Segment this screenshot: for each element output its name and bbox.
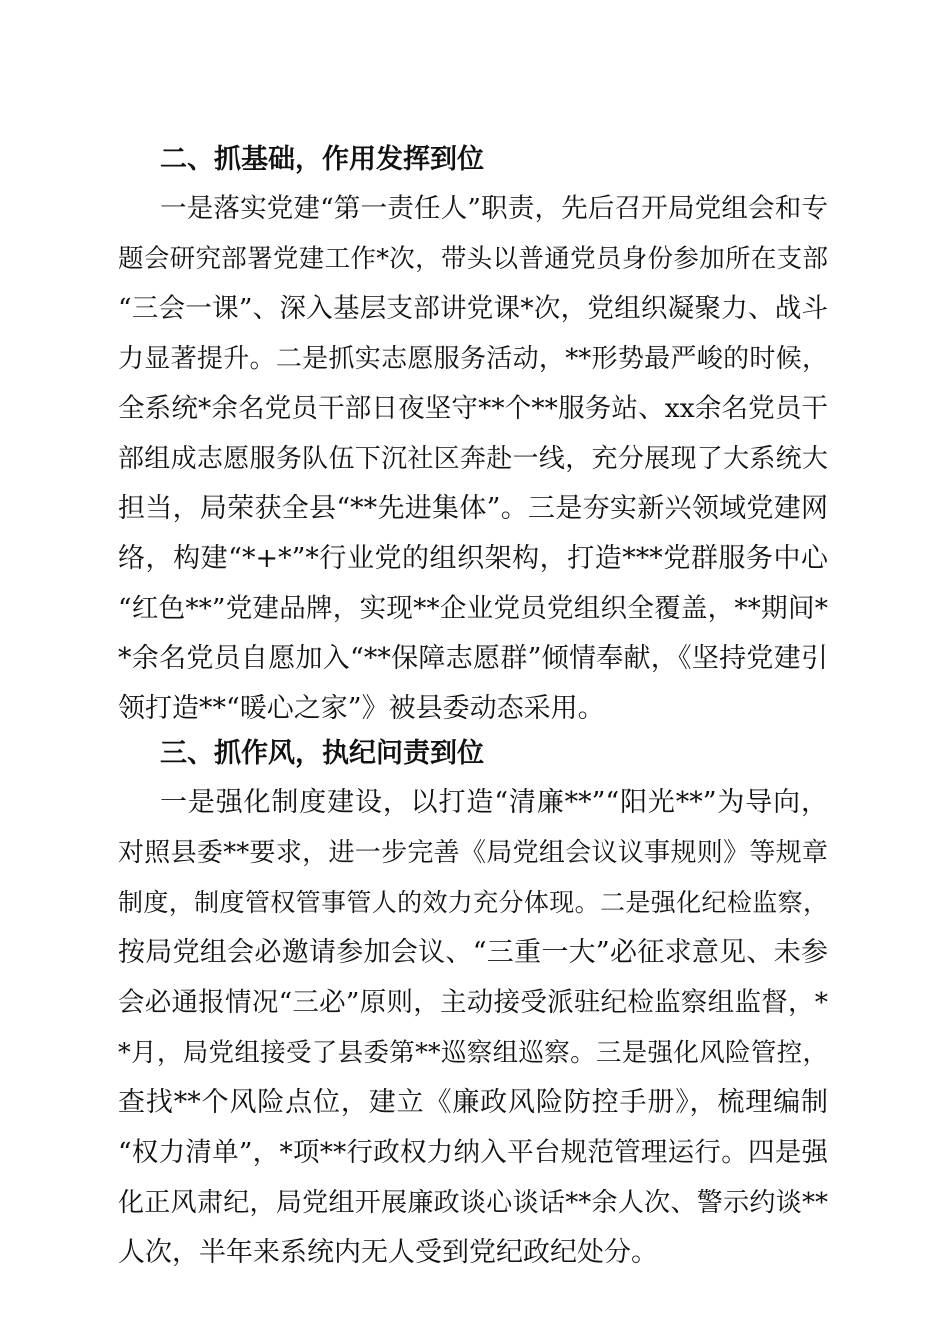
- section-3-paragraph-line: *月，局党组接受了县委第**巡察组巡察。三是强化风险管控，: [118, 1038, 828, 1068]
- section-2-paragraph-line: 一是落实党建“第一责任人”职责，先后召开局党组会和专: [160, 193, 828, 224]
- section-3-heading: 三、抓作风，执纪问责到位: [160, 738, 484, 769]
- section-2-paragraph-line: 络，构建“*+*”*行业党的组织架构，打造***党群服务中心: [118, 543, 828, 574]
- section-3-paragraph-line: 查找**个风险点位，建立《廉政风险防控手册》，梳理编制: [118, 1087, 828, 1118]
- section-3-paragraph-line: 制度，制度管权管事管人的效力充分体现。二是强化纪检监察，: [118, 888, 828, 917]
- section-3-paragraph-line: 人次，半年来系统内无人受到党纪政纪处分。: [118, 1237, 658, 1268]
- section-3-paragraph-line: 化正风肃纪，局党组开展廉政谈心谈话**余人次、警示约谈**: [118, 1188, 828, 1218]
- section-2-paragraph-line: “三会一课”、深入基层支部讲党课*次，党组织凝聚力、战斗: [118, 293, 828, 324]
- section-2-paragraph-line: 题会研究部署党建工作*次，带头以普通党员身份参加所在支部: [118, 244, 828, 274]
- section-2-paragraph-line: 力显著提升。二是抓实志愿服务活动，**形势最严峻的时候，: [118, 344, 828, 374]
- section-3-paragraph-line: 会必通报情况“三必”原则，主动接受派驻纪检监察组监督，*: [118, 987, 828, 1018]
- section-3-paragraph-line: 一是强化制度建设，以打造“清廉**”“阳光**”为导向，: [160, 787, 828, 818]
- section-3-paragraph-line: “权力清单”，*项**行政权力纳入平台规范管理运行。四是强: [118, 1137, 828, 1168]
- section-2-paragraph-line: 领打造**“暖心之家”》被县委动态采用。: [118, 693, 605, 724]
- section-2-heading: 二、抓基础，作用发挥到位: [160, 144, 484, 175]
- section-2-paragraph-line: 全系统*余名党员干部日夜坚守**个**服务站、xx余名党员干: [118, 393, 828, 424]
- section-3-paragraph-line: 按局党组会必邀请参加会议、“三重一大”必征求意见、未参: [118, 937, 828, 968]
- section-2-paragraph-line: “红色**”党建品牌，实现**企业党员党组织全覆盖，**期间*: [118, 593, 828, 624]
- section-2-paragraph-line: *余名党员自愿加入“**保障志愿群”倾情奉献，《坚持党建引: [118, 643, 828, 674]
- section-2-paragraph-line: 部组成志愿服务队伍下沉社区奔赴一线，充分展现了大系统大: [118, 444, 828, 474]
- section-2-paragraph-line: 担当，局荣获全县“**先进集体”。三是夯实新兴领域党建网: [118, 493, 828, 524]
- section-3-paragraph-line: 对照县委**要求，进一步完善《局党组会议议事规则》等规章: [118, 838, 828, 868]
